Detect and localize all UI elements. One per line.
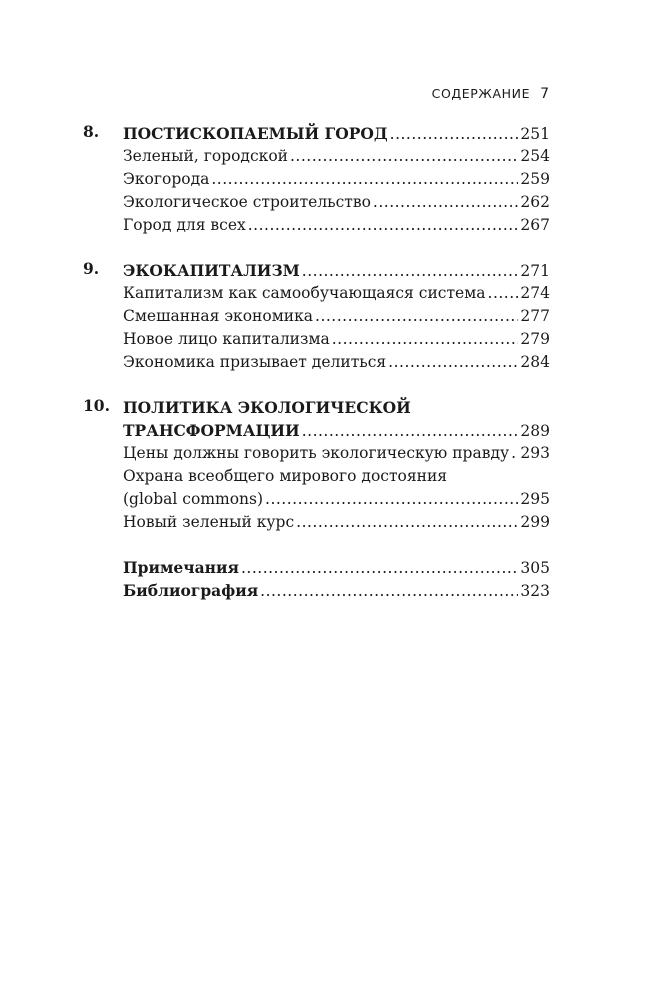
page-ref: 289 [520,422,550,440]
section-title: Цены должны говорить экологическую правду [123,444,510,462]
leader-dots [302,260,519,283]
back-matter [123,556,550,602]
section-entry[interactable] [123,442,550,465]
page-ref: 305 [520,559,550,577]
section-entry[interactable] [123,351,550,374]
chapter-10 [83,396,550,534]
section-entry[interactable] [123,145,550,168]
section-entry[interactable] [123,488,550,511]
table-of-contents [83,122,550,602]
section-title: Экологическое строительство [123,193,371,211]
section-entry[interactable] [123,191,550,214]
page-ref: 277 [520,307,550,325]
page-ref: 271 [520,262,550,280]
leader-dots [388,351,518,374]
page-ref: 295 [520,490,550,508]
page-ref: 323 [520,582,550,600]
section-title: Экогорода [123,170,210,188]
section-entry[interactable] [123,511,550,534]
leader-dots [248,214,519,237]
leader-dots [488,282,519,305]
running-head-label: СОДЕРЖАНИЕ [431,86,531,101]
back-matter-title: Библиография [123,581,259,600]
section-entry[interactable] [123,168,550,191]
leader-dots [211,168,518,191]
page-ref: 293 [520,444,550,462]
chapter-title-line[interactable]: ПОЛИТИКА ЭКОЛОГИЧЕСКОЙ [123,398,411,417]
section-title-line[interactable]: Охрана всеобщего мирового достояния [123,467,448,485]
leader-dots [265,488,518,511]
section-title: Новый зеленый курс [123,513,295,531]
leader-dots [332,328,519,351]
section-title: Город для всех [123,216,246,234]
chapter-8 [83,122,550,237]
chapter-title-entry[interactable] [123,259,550,282]
page-ref: 262 [520,193,550,211]
leader-dots [390,123,519,146]
page-ref: 267 [520,216,550,234]
page-ref: 279 [520,330,550,348]
chapter-title-entry[interactable] [123,419,550,442]
section-entry[interactable] [123,282,550,305]
leader-dots [511,442,518,465]
page-ref: 251 [520,125,550,143]
leader-dots [296,511,518,534]
section-title: Новое лицо капитализма [123,330,330,348]
chapter-number: 10. [83,396,110,415]
back-matter-entry-notes[interactable] [123,556,550,579]
section-title: Капитализм как самообучающаяся система [123,284,486,302]
back-matter-entry-bibliography[interactable] [123,579,550,602]
leader-dots [373,191,518,214]
chapter-number: 8. [83,122,100,141]
section-entry[interactable] [123,305,550,328]
section-entry[interactable] [123,214,550,237]
section-entry[interactable] [123,328,550,351]
chapter-title: ЭКОКАПИТАЛИЗМ [123,261,300,280]
leader-dots [302,420,519,443]
page-number: 7 [540,86,549,102]
leader-dots [241,557,518,580]
page-ref: 299 [520,513,550,531]
page-ref: 259 [520,170,550,188]
leader-dots [260,580,518,603]
chapter-title: ТРАНСФОРМАЦИИ [123,421,300,440]
back-matter-title: Примечания [123,558,239,577]
leader-dots [315,305,518,328]
chapter-title: ПОСТИСКОПАЕМЫЙ ГОРОД [123,124,388,143]
page-ref: 274 [520,284,550,302]
page-ref: 254 [520,147,550,165]
leader-dots [290,145,518,168]
chapter-9 [83,259,550,374]
section-title: Зеленый, городской [123,147,288,165]
page-ref: 284 [520,353,550,371]
running-head [432,86,549,102]
section-title: Смешанная экономика [123,307,314,325]
chapter-number: 9. [83,259,100,278]
section-title: (global commons) [123,490,264,508]
section-title: Экономика призывает делиться [123,353,387,371]
chapter-title-entry[interactable] [123,122,550,145]
